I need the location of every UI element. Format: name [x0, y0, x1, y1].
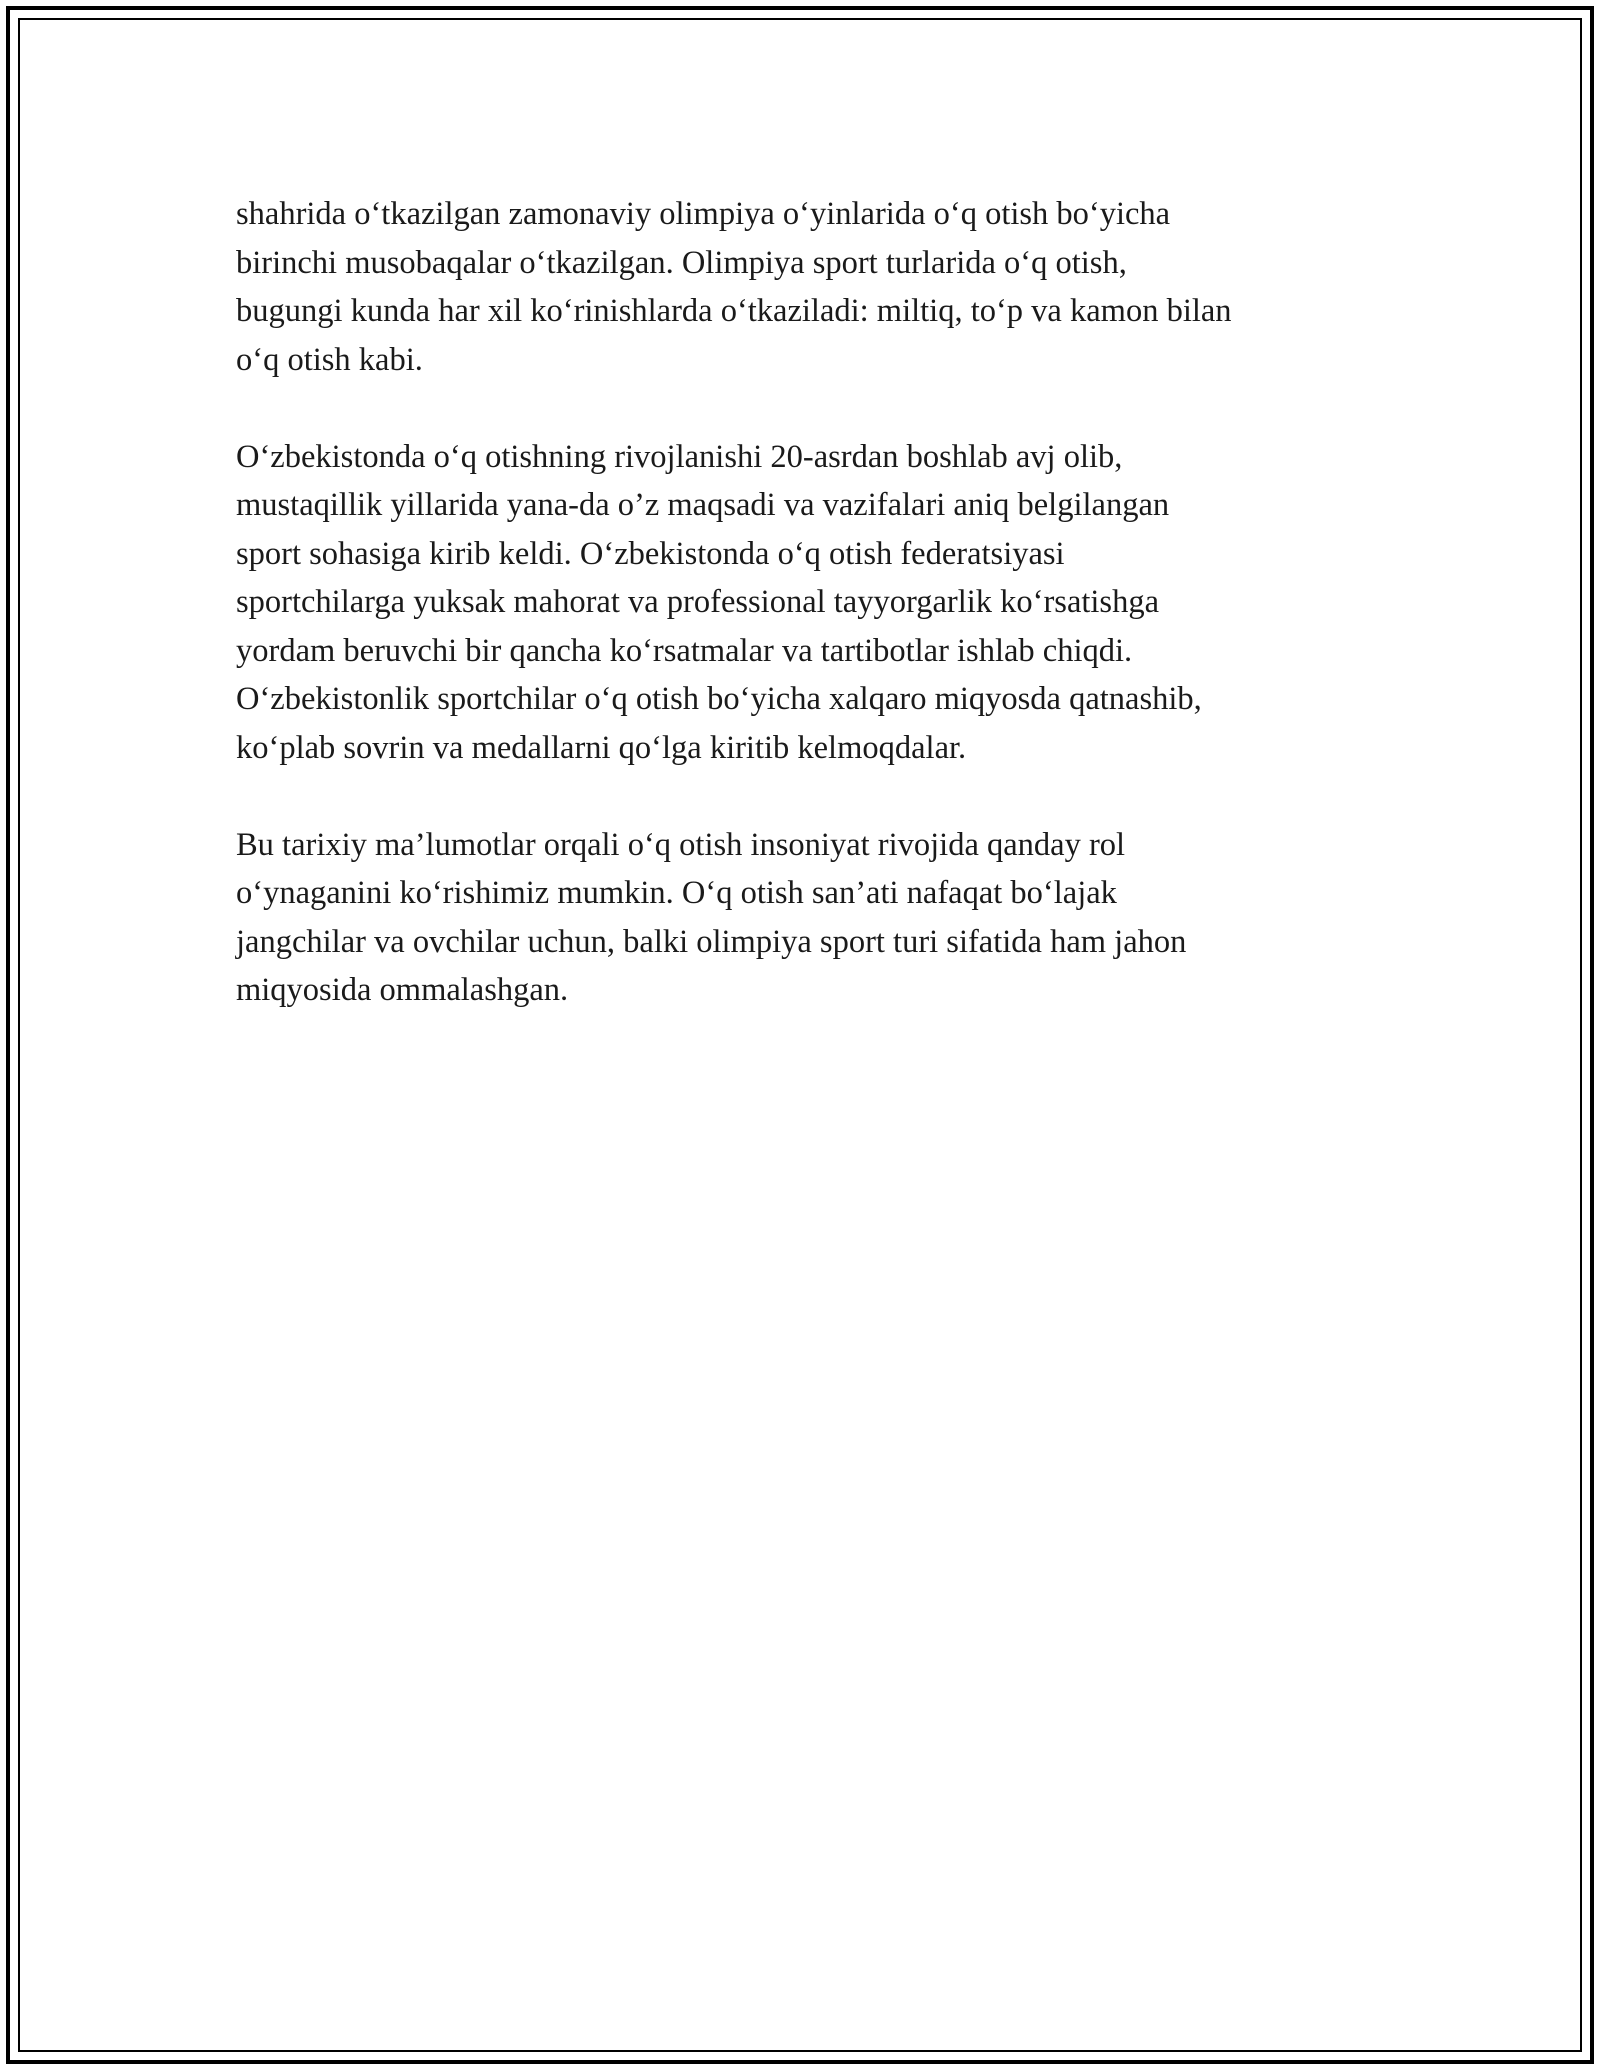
text-line: Bu tarixiy ma’lumotlar orqali o‘q otish insoniyat rivojida qanday rol — [236, 826, 1126, 863]
paragraph-conclusion — [236, 821, 1376, 1015]
paragraph-uzbekistan-development — [236, 433, 1376, 773]
text-line: O‘zbekistonda o‘q otishning rivojlanishi 20-asrdan boshlab avj olib, — [236, 438, 1123, 475]
text-line: o‘q otish kabi. — [236, 341, 423, 378]
text-line: birinchi musobaqalar o‘tkazilgan. Olimpiya sport turlarida o‘q otish, — [236, 244, 1127, 281]
text-line: miqyosida ommalashgan. — [236, 972, 569, 1008]
text-line: ko‘plab sovrin va medallarni qo‘lga kiritib kelmoqdalar. — [236, 729, 967, 766]
text-line: bugungi kunda har xil ko‘rinishlarda o‘tkaziladi: miltiq, to‘p va kamon bilan — [236, 293, 1232, 329]
text-line: o‘ynaganini ko‘rishimiz mumkin. O‘q otish san’ati nafaqat bo‘lajak — [236, 875, 1117, 911]
paragraph-olympic-history — [236, 190, 1376, 384]
text-line: sport sohasiga kirib keldi. O‘zbekistonda o‘q otish federatsiyasi — [236, 535, 1065, 572]
text-line: shahrida o‘tkazilgan zamonaviy olimpiya o‘yinlarida o‘q otish bo‘yicha — [236, 196, 1171, 232]
text-line: sportchilarga yuksak mahorat va professional tayyorgarlik ko‘rsatishga — [236, 584, 1159, 620]
text-line: O‘zbekistonlik sportchilar o‘q otish bo‘yicha xalqaro miqyosda qatnashib, — [236, 681, 1202, 717]
text-line: jangchilar va ovchilar uchun, balki olimpiya sport turi sifatida ham jahon — [236, 923, 1187, 960]
text-line: yordam beruvchi bir qancha ko‘rsatmalar va tartibotlar ishlab chiqdi. — [236, 632, 1133, 669]
document-body — [236, 190, 1376, 1063]
text-line: mustaqillik yillarida yana-da o’z maqsadi va vazifalari aniq belgilangan — [236, 487, 1170, 523]
